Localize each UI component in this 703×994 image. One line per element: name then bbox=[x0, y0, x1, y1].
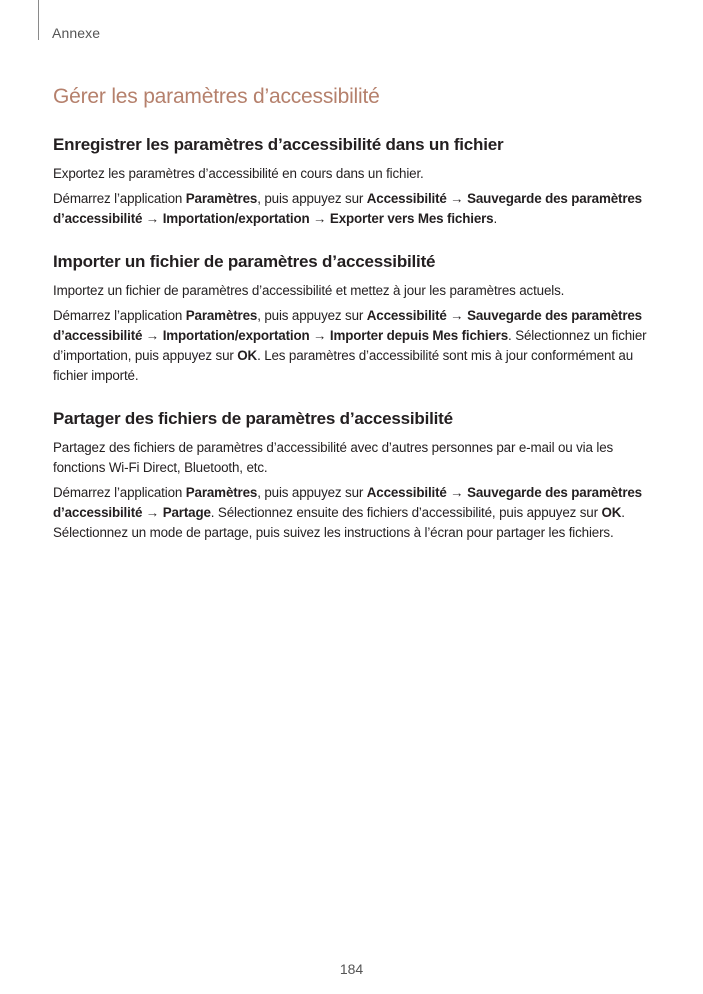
header-rule bbox=[38, 0, 39, 40]
menu-path-item: Paramètres bbox=[185, 308, 258, 323]
chapter-header: Annexe bbox=[52, 25, 101, 41]
menu-path-item: Paramètres bbox=[185, 191, 258, 206]
section-heading: Importer un fichier de paramètres d’accessibilité bbox=[53, 252, 436, 271]
ok-label: OK bbox=[601, 505, 622, 520]
menu-path-item: Sauvegarde des paramètres d’accessibilité bbox=[53, 191, 642, 226]
menu-path-item: Sauvegarde des paramètres d’accessibilité bbox=[53, 308, 642, 343]
page-title: Gérer les paramètres d’accessibilité bbox=[53, 85, 380, 108]
section-export bbox=[53, 134, 653, 229]
section-intro: Importez un fichier de paramètres d’accessibilité et mettez à jour les paramètres actuels. bbox=[53, 283, 565, 298]
menu-path-item: Paramètres bbox=[185, 485, 258, 500]
ok-label: OK bbox=[237, 348, 258, 363]
section-share bbox=[53, 408, 653, 543]
menu-path-item: Accessibilité bbox=[366, 485, 447, 500]
section-steps: Démarrez l’application Paramètres, puis appuyez sur Accessibilité → Sauvegarde des paramètres d’accessibilité → Importation/exportation → Exporter vers Mes fichiers. bbox=[53, 191, 642, 226]
menu-path-item: Exporter vers Mes fichiers bbox=[329, 211, 494, 226]
section-import bbox=[53, 251, 653, 386]
page-content bbox=[53, 84, 653, 543]
page-number: 184 bbox=[339, 961, 364, 977]
section-heading: Partager des fichiers de paramètres d’accessibilité bbox=[53, 409, 453, 428]
menu-path-item: Sauvegarde des paramètres d’accessibilité bbox=[53, 485, 642, 520]
section-intro: Exportez les paramètres d’accessibilité en cours dans un fichier. bbox=[53, 166, 424, 181]
menu-path-item: Partage bbox=[162, 505, 211, 520]
section-intro: Partagez des fichiers de paramètres d’accessibilité avec d’autres personnes par e-mail ou via les fonctions Wi-Fi Direct, Bluetooth, etc. bbox=[53, 440, 614, 475]
menu-path-item: Accessibilité bbox=[366, 308, 447, 323]
menu-path-item: Importer depuis Mes fichiers bbox=[329, 328, 509, 343]
menu-path-item: Importation/exportation bbox=[162, 211, 310, 226]
section-steps: Démarrez l’application Paramètres, puis appuyez sur Accessibilité → Sauvegarde des paramètres d’accessibilité → Importation/exportation → Importer depuis Mes fichiers. Sélectionnez un fichier d’importation, puis appuyez sur OK. Les paramètres d’accessibilité sont mis à jour conformément au fichier importé. bbox=[53, 308, 647, 383]
menu-path-item: Accessibilité bbox=[366, 191, 447, 206]
section-steps: Démarrez l’application Paramètres, puis appuyez sur Accessibilité → Sauvegarde des paramètres d’accessibilité → Partage. Sélectionnez ensuite des fichiers d’accessibilité, puis appuyez sur OK. Sélectionnez un mode de partage, puis suivez les instructions à l’écran pour partager les fichiers. bbox=[53, 485, 642, 540]
menu-path-item: Importation/exportation bbox=[162, 328, 310, 343]
section-heading: Enregistrer les paramètres d’accessibilité dans un fichier bbox=[53, 135, 504, 154]
